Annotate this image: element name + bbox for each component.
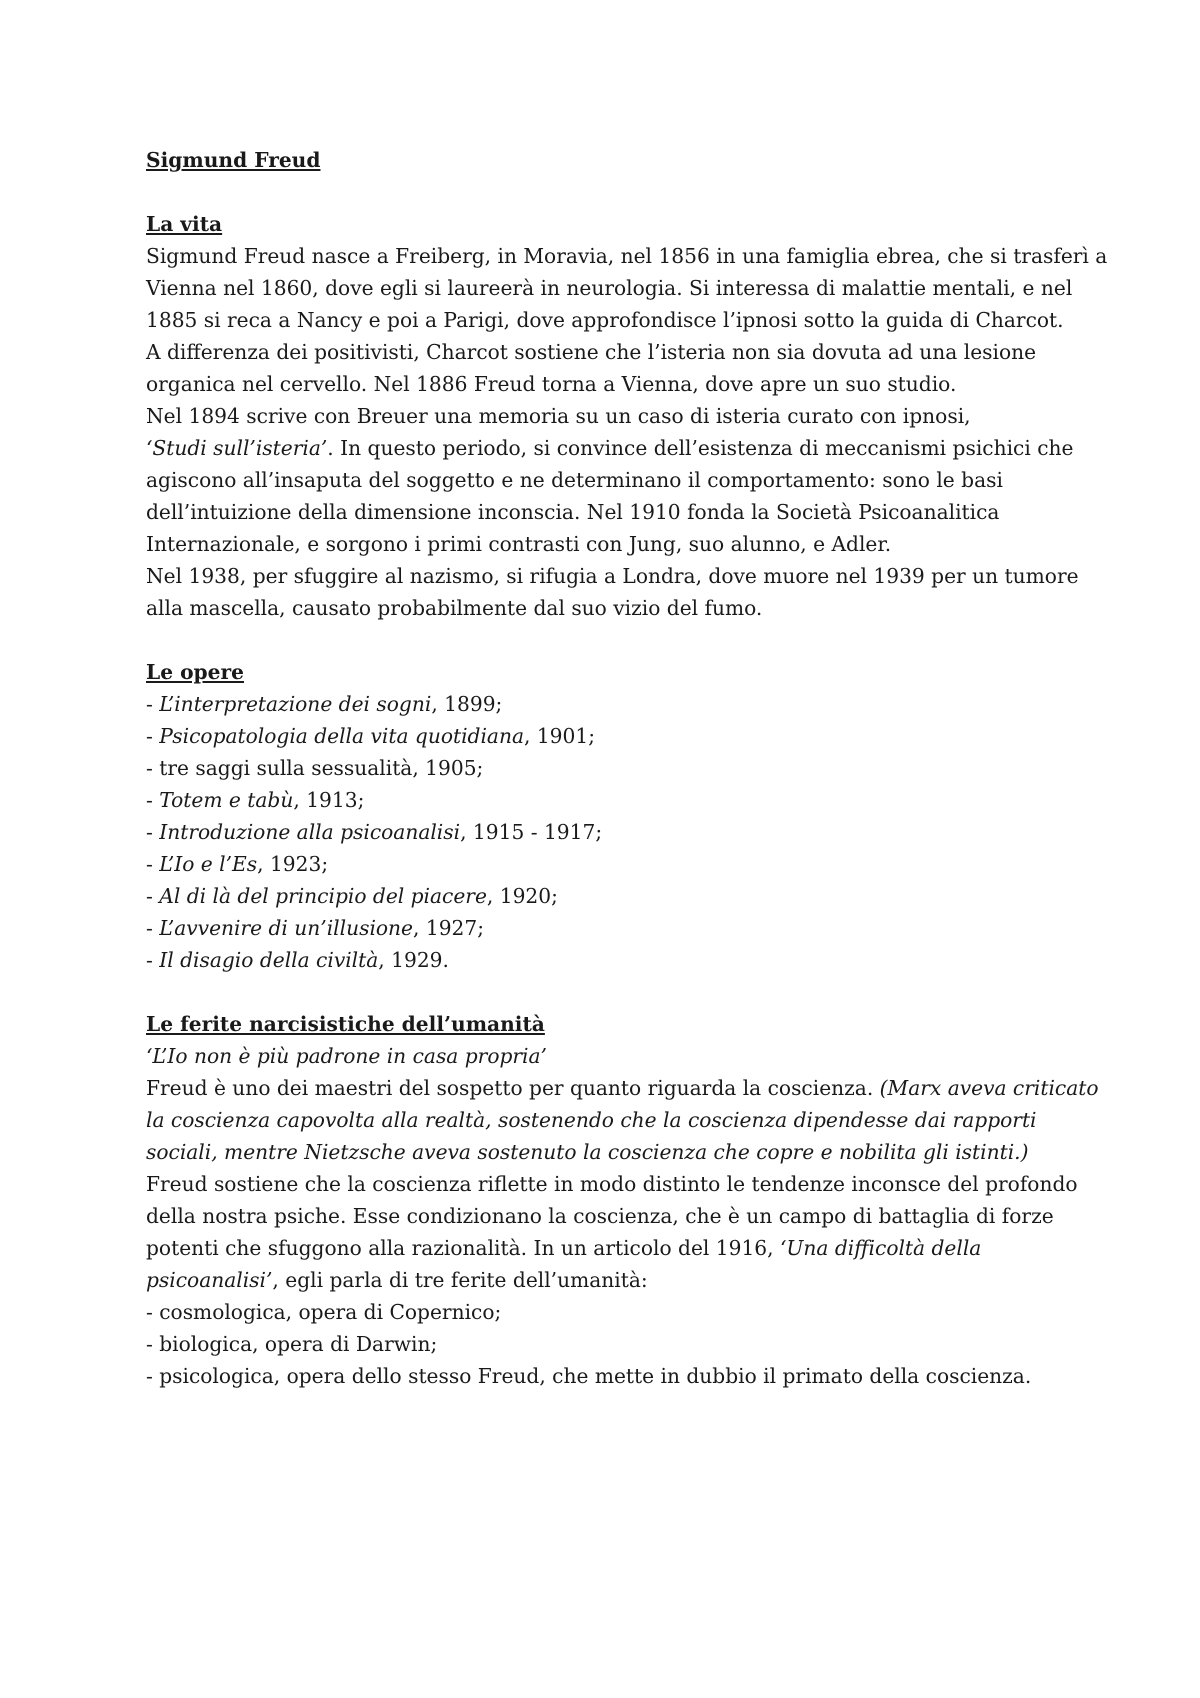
work-year: tre saggi sulla sessualità, 1905; (159, 756, 484, 780)
work-title: Al di là del principio del piacere (159, 884, 487, 908)
paragraph-line: della nostra psiche. Esse condizionano la coscienza, che è un campo di battaglia di forze (146, 1204, 1054, 1228)
list-item (146, 720, 1086, 752)
spacer (146, 624, 1086, 656)
list-item (146, 912, 1086, 944)
paragraph-text: potenti che sfuggono alla razionalità. In un articolo del 1916, (146, 1236, 780, 1260)
list-bullet: - (146, 820, 160, 844)
list-bullet: - (146, 948, 160, 972)
section-quote: ‘L’Io non è più padrone in casa propria’ (146, 1044, 547, 1068)
section-heading-opere: Le opere (146, 660, 244, 684)
spacer (146, 976, 1086, 1008)
list-item (146, 880, 1086, 912)
list-bullet: - (146, 916, 160, 940)
list-item: - biologica, opera di Darwin; (146, 1332, 438, 1356)
article-title: ‘Una difficoltà della (779, 1236, 982, 1260)
list-bullet: - (146, 756, 160, 780)
paragraph-text: Freud è uno dei maestri del sospetto per quanto riguarda la coscienza. (146, 1076, 880, 1100)
work-year: , 1920; (486, 884, 558, 908)
section-body-ferite (146, 1072, 1099, 1392)
paragraph-line: alla mascella, causato probabilmente dal suo vizio del fumo. (146, 596, 763, 620)
paragraph-line: Freud sostiene che la coscienza riflette in modo distinto le tendenze inconsce del profondo (146, 1172, 1078, 1196)
paragraph-line: Internazionale, e sorgono i primi contrasti con Jung, suo alunno, e Adler. (146, 532, 892, 556)
paragraph-line: A differenza dei positivisti, Charcot sostiene che l’isteria non sia dovuta ad una lesione (146, 340, 1037, 364)
paragraph-line: organica nel cervello. Nel 1886 Freud torna a Vienna, dove apre un suo studio. (146, 372, 957, 396)
section-body-vita (146, 240, 1108, 624)
book-title: ‘Studi sull’isteria’ (146, 436, 328, 460)
list-item: - cosmologica, opera di Copernico; (146, 1300, 502, 1324)
work-title: L’Io e l’Es (159, 852, 258, 876)
list-item: - psicologica, opera dello stesso Freud, che mette in dubbio il primato della coscienza. (146, 1364, 1032, 1388)
work-title: Il disagio della civiltà (159, 948, 379, 972)
work-year: , 1899; (431, 692, 503, 716)
paragraph-text: , egli parla di tre ferite dell’umanità: (272, 1268, 648, 1292)
section-heading-vita: La vita (146, 212, 223, 236)
work-year: , 1913; (293, 788, 365, 812)
work-title: L’interpretazione dei sogni (159, 692, 432, 716)
paragraph-line: Nel 1938, per sfuggire al nazismo, si rifugia a Londra, dove muore nel 1939 per un tumore (146, 564, 1079, 588)
section-heading-ferite: Le ferite narcisistiche dell’umanità (146, 1012, 545, 1036)
list-bullet: - (146, 884, 160, 908)
list-item (146, 944, 1086, 976)
paragraph-line: Nel 1894 scrive con Breuer una memoria su un caso di isteria curato con ipnosi, (146, 404, 971, 428)
article-title: psicoanalisi’ (146, 1268, 273, 1292)
works-list (146, 688, 1086, 976)
paragraph-line: sociali, mentre Nietzsche aveva sostenuto la coscienza che copre e nobilita gli istinti.) (146, 1140, 1029, 1164)
paragraph-line: la coscienza capovolta alla realtà, sostenendo che la coscienza dipendesse dai rapporti (146, 1108, 1037, 1132)
work-title: Totem e tabù (159, 788, 294, 812)
work-title: L’avvenire di un’illusione (159, 916, 414, 940)
paragraph-line: dell’intuizione della dimensione inconscia. Nel 1910 fonda la Società Psicoanalitica (146, 500, 1000, 524)
list-bullet: - (146, 788, 160, 812)
paragraph-line (146, 1232, 1086, 1264)
paragraph-line: 1885 si reca a Nancy e poi a Parigi, dove approfondisce l’ipnosi sotto la guida di Charcot. (146, 308, 1064, 332)
list-bullet: - (146, 852, 160, 876)
spacer (146, 176, 1086, 208)
paragraph-line: Vienna nel 1860, dove egli si laureerà in neurologia. Si interessa di malattie mentali, e nel (146, 276, 1073, 300)
list-item (146, 848, 1086, 880)
paragraph-line: Sigmund Freud nasce a Freiberg, in Moravia, nel 1856 in una famiglia ebrea, che si trasferì a (146, 244, 1108, 268)
paragraph-line: agiscono all’insaputa del soggetto e ne determinano il comportamento: sono le basi (146, 468, 1003, 492)
work-year: , 1915 - 1917; (460, 820, 603, 844)
document-page (146, 144, 1108, 1392)
document-title: Sigmund Freud (146, 148, 321, 172)
work-title: Psicopatologia della vita quotidiana (159, 724, 524, 748)
work-title: Introduzione alla psicoanalisi (159, 820, 461, 844)
work-year: , 1901; (524, 724, 596, 748)
work-year: , 1929. (378, 948, 449, 972)
list-item (146, 752, 1086, 784)
list-item (146, 688, 1086, 720)
work-year: , 1927; (413, 916, 485, 940)
list-item (146, 784, 1086, 816)
paragraph-aside: (Marx aveva criticato (879, 1076, 1099, 1100)
list-bullet: - (146, 724, 160, 748)
paragraph-line (146, 1264, 1086, 1296)
list-bullet: - (146, 692, 160, 716)
list-item (146, 816, 1086, 848)
paragraph-line (146, 1072, 1099, 1104)
paragraph-line (146, 432, 1086, 464)
work-year: , 1923; (257, 852, 329, 876)
paragraph-text: . In questo periodo, si convince dell’esistenza di meccanismi psichici che (327, 436, 1074, 460)
